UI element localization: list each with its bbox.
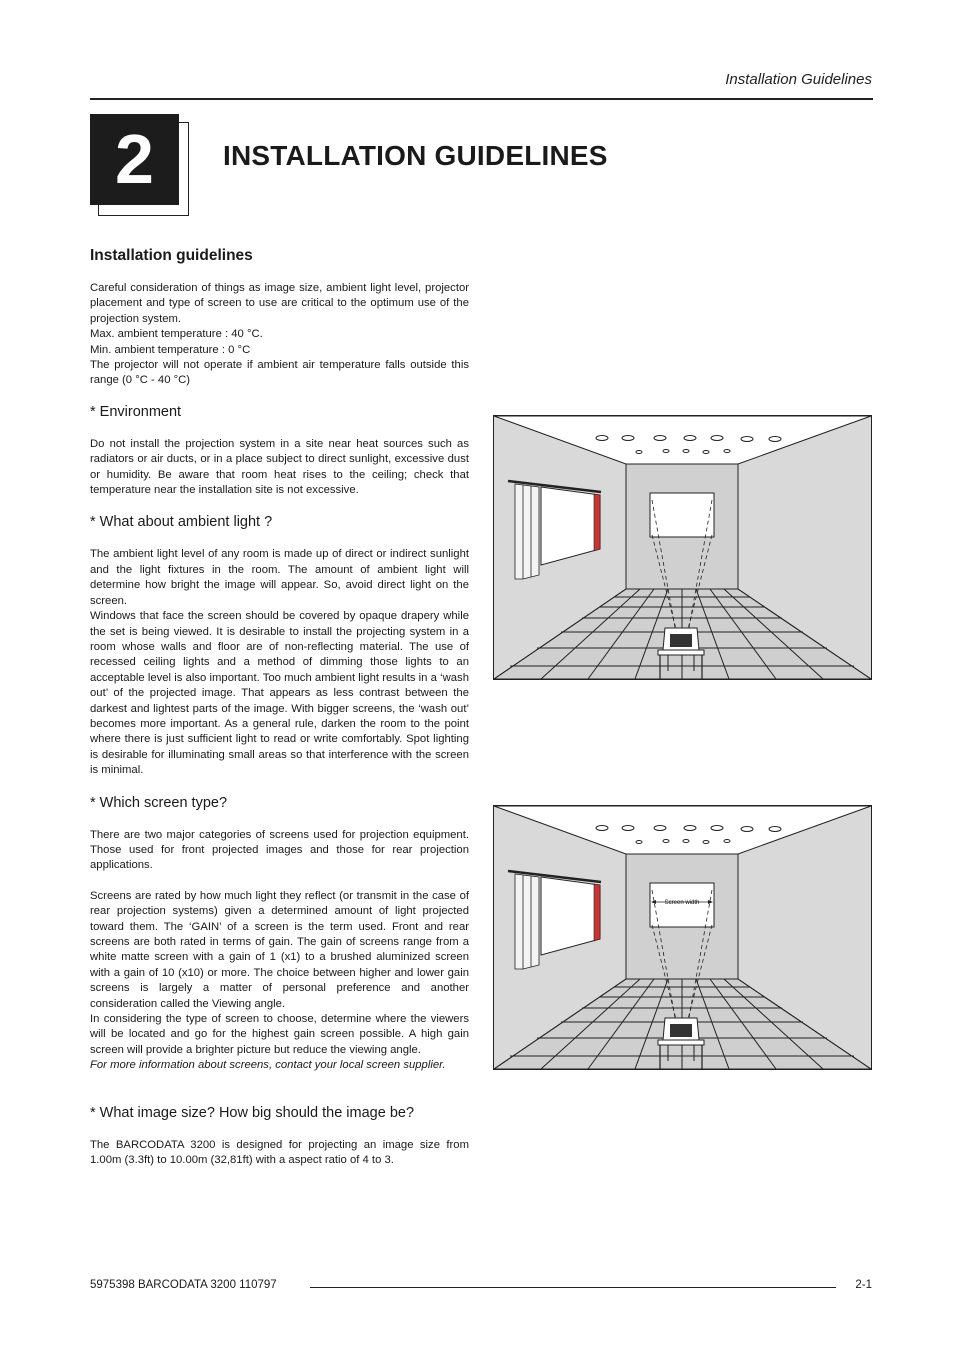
room-illustration-2 <box>493 805 872 1070</box>
environment-paragraph: Do not install the projection system in a site near heat sources such as radiators or air ducts, or in a place subject to direct sunlight, excessive dust or humidity. Be aware that room heat rises to the ceiling; check that temperature near the installation site is not excessive. <box>90 437 469 497</box>
room-drawing-2 <box>493 805 872 1070</box>
screen-supplier-note: For more information about screens, contact your local screen supplier. <box>90 1059 446 1072</box>
temperature-range-note: The projector will not operate if ambient air temperature falls outside this range (0 °C - 40 °C) <box>90 359 469 387</box>
ambient-light-heading: * What about ambient light ? <box>90 514 273 531</box>
intro-paragraph: Careful consideration of things as image size, ambient light level, projector placement and type of screen to use are critical to the optimum use of the projection system. <box>90 282 469 325</box>
running-header: Installation Guidelines <box>725 71 872 88</box>
footer-rule <box>310 1287 836 1288</box>
environment-heading: * Environment <box>90 403 182 420</box>
ambient-paragraph-2: Windows that face the screen should be covered by opaque drapery while the set is being viewed. It is desirable to install the projecting system in a room whose walls and floor are of non-reflecting material. The use of recessed ceiling lights and a method of dimming those lights to an acceptable level is also important. Too much ambient light results in a ‘wash out’ of the projected image. That appears as less contrast between the darkest and lightest parts of the image. With bigger screens, the ‘wash out’ becomes more important. As a general rule, darken the room to the point where there is just sufficient light to read or write comfortably. Spot lighting is desirable for illuminating small areas so that interference with the screen is minimal. <box>90 610 469 777</box>
image-size-paragraph: The BARCODATA 3200 is designed for projecting an image size from 1.00m (3.3ft) to 10.00m (32,81ft) with a aspect ratio of 4 to 3. <box>90 1138 469 1167</box>
footer-document-id: 5975398 BARCODATA 3200 110797 <box>90 1279 277 1291</box>
room-drawing-1 <box>493 415 872 680</box>
chapter-title: INSTALLATION GUIDELINES <box>223 140 608 171</box>
screen-type-block <box>90 828 469 1074</box>
screen-type-paragraph-2: Screens are rated by how much light they reflect (or transmit in the case of rear projection systems) given a determined amount of light projected toward them. The ‘GAIN’ of a screen is the term used. Front and rear screens are both rated in terms of gain. The gain of screens range from a white matte screen with a gain of 1 (x1) to a brushed aluminized screen with a gain of 10 (x10) or more. The choice between higher and lower gain screens is largely a matter of personal preference and another consideration called the Viewing angle. <box>90 889 469 1010</box>
screen-type-paragraph-3: In considering the type of screen to choose, determine where the viewers will be located and go for the highest gain screen possible. A high gain screen will provide a brighter picture but reduce the viewing angle. <box>90 1013 469 1056</box>
min-temperature: Min. ambient temperature : 0 °C <box>90 343 251 356</box>
page-number: 2-1 <box>855 1279 872 1291</box>
image-size-heading: * What image size? How big should the image be? <box>90 1104 415 1121</box>
screen-type-heading: * Which screen type? <box>90 794 228 811</box>
ambient-light-block <box>90 547 469 778</box>
screen-type-paragraph-1: There are two major categories of screens used for projection equipment. Those used for front projected images and those for rear projection applications. <box>90 828 469 872</box>
ambient-paragraph-1: The ambient light level of any room is made up of direct or indirect sunlight and the light fixtures in the room. The amount of ambient light will determine how bright the image will appear. So, avoid direct light on the screen. <box>90 548 469 607</box>
left-column <box>90 247 469 1168</box>
room-illustration-1 <box>493 415 872 680</box>
header-rule <box>90 98 873 100</box>
screen-width-label: Screen width <box>664 900 700 906</box>
intro-block <box>90 281 469 389</box>
chapter-number: 2 <box>90 114 179 205</box>
section-title: Installation guidelines <box>90 247 253 264</box>
max-temperature: Max. ambient temperature : 40 °C. <box>90 328 263 341</box>
